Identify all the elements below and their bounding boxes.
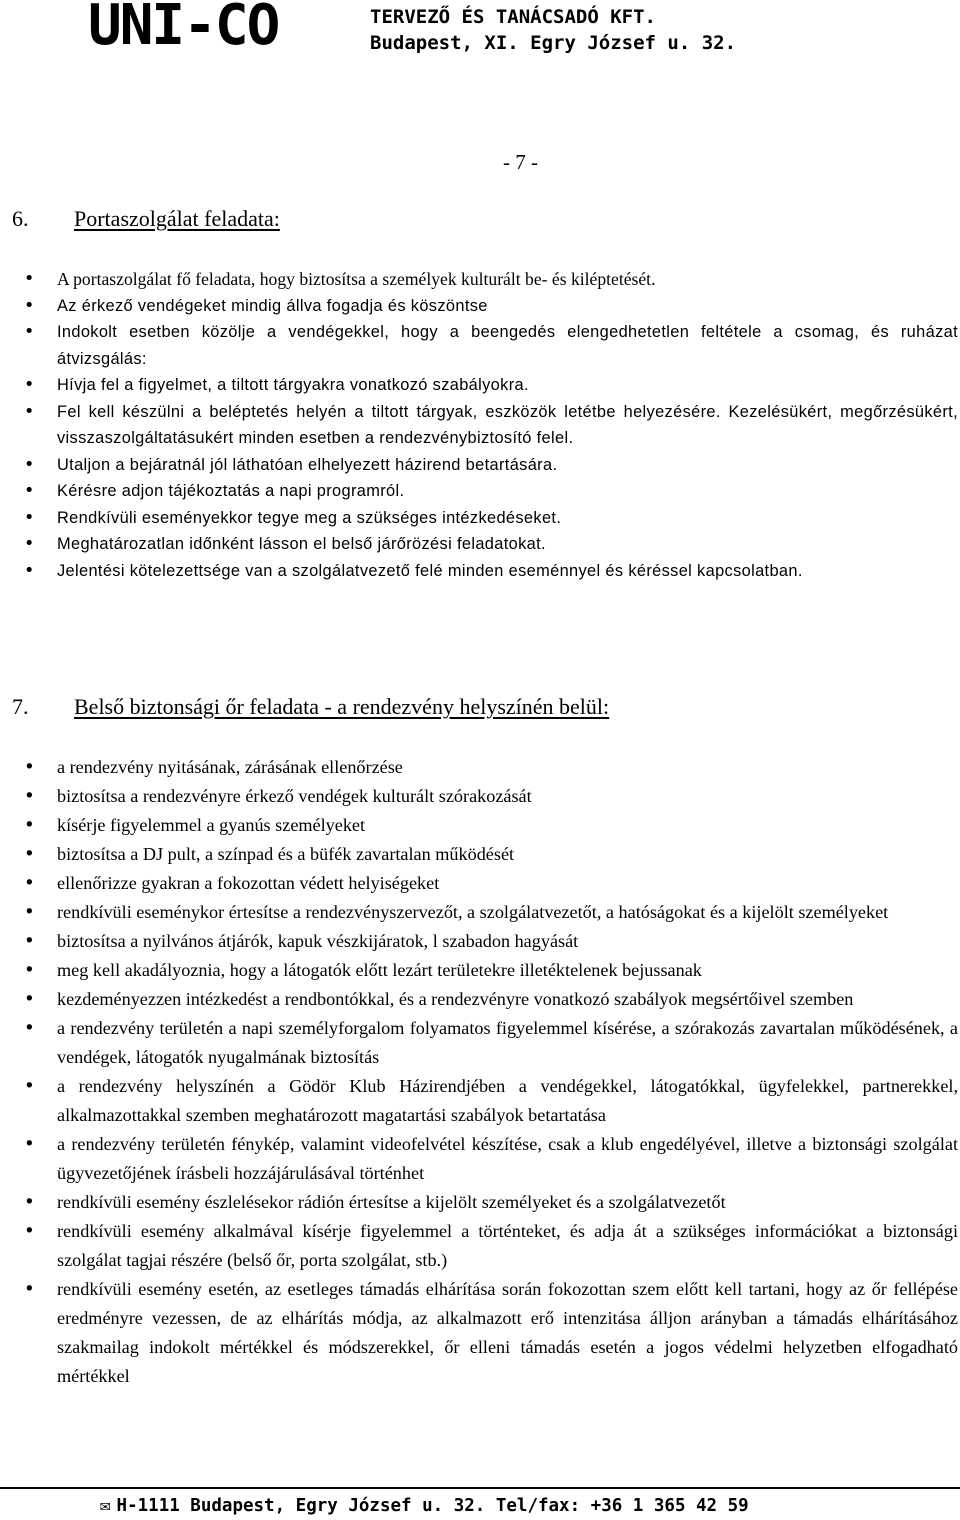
- section-6-list: [24, 266, 958, 584]
- list-item-text: biztosítsa a rendezvényre érkező vendégek kulturált szórakozását: [57, 786, 532, 806]
- bullet-icon: •: [24, 1134, 35, 1155]
- bullet-icon: •: [24, 1076, 35, 1097]
- list-item-text: a rendezvény területén a napi személyforgalom folyamatos figyelemmel kísérése, a szórakozás zavartalan működésének, a vendégek, látogatók nyugalmának biztosítás: [57, 1018, 958, 1067]
- bullet-icon: •: [24, 960, 35, 981]
- section-6-heading: [12, 206, 280, 232]
- bullet-icon: •: [24, 757, 35, 778]
- list-item: [24, 1217, 958, 1275]
- list-item: [24, 811, 958, 840]
- list-item: [24, 869, 958, 898]
- list-item-text: rendkívüli eseménykor értesítse a rendezvényszervezőt, a szolgálatvezetőt, a hatóságokat és a kijelölt személyeket: [57, 902, 889, 922]
- envelope-icon: ✉: [100, 1496, 111, 1516]
- letterhead: [0, 0, 960, 60]
- list-item-text: biztosítsa a DJ pult, a színpad és a büfék zavartalan működését: [57, 844, 515, 864]
- bullet-icon: •: [24, 401, 35, 422]
- section-number: 6.: [12, 206, 29, 231]
- list-item-text: Az érkező vendégeket mindig állva fogadja és köszöntse: [57, 296, 488, 315]
- bullet-icon: •: [24, 481, 35, 501]
- bullet-icon: •: [24, 844, 35, 865]
- list-item-text: Indokolt esetben közölje a vendégekkel, hogy a beengedés elengedhetetlen feltétele a csomag, és ruházat átvizsgálás:: [57, 323, 958, 368]
- list-item-text: meg kell akadályoznia, hogy a látogatók előtt lezárt területekre illetéktelenek bejussanak: [57, 960, 702, 980]
- list-item: [24, 319, 958, 372]
- page-number: - 7 -: [503, 150, 538, 174]
- list-item: [24, 399, 958, 452]
- list-item: [24, 266, 958, 293]
- company-address: Budapest, XI. Egry József u. 32.: [370, 32, 737, 54]
- bullet-icon: •: [24, 322, 35, 342]
- section-7-heading: [12, 694, 609, 720]
- list-item-text: Jelentési kötelezettsége van a szolgálatvezető felé minden eseménnyel és kéréssel kapcsolatban.: [57, 561, 803, 580]
- list-item-text: rendkívüli esemény észlelésekor rádión értesítse a kijelölt személyeket és a szolgálatvezetőt: [57, 1192, 726, 1212]
- bullet-icon: •: [24, 1192, 35, 1213]
- bullet-icon: •: [24, 1018, 35, 1039]
- list-item: [24, 782, 958, 811]
- company-name: TERVEZŐ ÉS TANÁCSADÓ KFT.: [370, 6, 656, 28]
- bullet-icon: •: [24, 815, 35, 836]
- list-item: [24, 956, 958, 985]
- list-item: [24, 1275, 958, 1391]
- list-item-text: a rendezvény területén fénykép, valamint videofelvétel készítése, csak a klub engedélyével, illetve a biztonsági szolgálat ügyvezetőjének írásbeli hozzájárulásával történhet: [57, 1134, 958, 1183]
- list-item: [24, 531, 958, 558]
- list-item-text: ellenőrizze gyakran a fokozottan védett helyiségeket: [57, 873, 440, 893]
- bullet-icon: •: [24, 560, 35, 581]
- bullet-icon: •: [24, 295, 35, 316]
- list-item-text: a rendezvény nyitásának, zárásának ellenőrzése: [57, 757, 403, 777]
- footer: [100, 1494, 749, 1518]
- bullet-icon: •: [24, 902, 35, 923]
- bullet-icon: •: [24, 375, 35, 395]
- list-item-text: kísérje figyelemmel a gyanús személyeket: [57, 815, 366, 835]
- section-title: Portaszolgálat feladata:: [74, 206, 280, 231]
- list-item-text: A portaszolgálat fő feladata, hogy biztosítsa a személyek kulturált be- és kiléptetését.: [57, 269, 656, 289]
- list-item: [24, 1072, 958, 1130]
- bullet-icon: •: [24, 786, 35, 807]
- bullet-icon: •: [24, 1279, 35, 1300]
- company-info: [370, 4, 736, 56]
- list-item-text: Hívja fel a figyelmet, a tiltott tárgyakra vonatkozó szabályokra.: [57, 376, 529, 394]
- list-item: [24, 452, 958, 479]
- company-logo: UNI-CO: [88, 0, 279, 58]
- bullet-icon: •: [24, 507, 35, 528]
- section-number: 7.: [12, 694, 29, 719]
- list-item: [24, 1188, 958, 1217]
- list-item: [24, 840, 958, 869]
- list-item: [24, 927, 958, 956]
- list-item-text: kezdeményezzen intézkedést a rendbontókkal, és a rendezvényre vonatkozó szabályok megsértőivel szemben: [57, 989, 854, 1009]
- list-item: [24, 478, 958, 505]
- list-item: [24, 558, 958, 585]
- list-item-text: Fel kell készülni a beléptetés helyén a tiltott tárgyak, eszközök letétbe helyezésére. Kezelésükért, megőrzésükért, visszaszolgáltatásukért minden esetben a rendezvénybiztosító felel.: [57, 402, 958, 447]
- bullet-icon: •: [24, 931, 35, 952]
- section-7-list: [24, 753, 958, 1391]
- bullet-icon: •: [24, 534, 35, 554]
- list-item-text: rendkívüli esemény esetén, az esetleges támadás elhárítása során fokozottan szem előtt kell tartani, hogy az őr fellépése eredményre vezessen, de az elhárítás módja, az alkalmazott erő intenzitása álljon arányban a támadás elhárításához szakmailag indokolt mértékkel és módszerekkel, őr elleni támadás esetén a jogos védelmi helyzetben elfogadható mértékkel: [57, 1279, 958, 1386]
- list-item-text: Meghatározatlan időnként lásson el belső járőrözési feladatokat.: [57, 535, 546, 553]
- list-item: [24, 505, 958, 532]
- list-item: [24, 753, 958, 782]
- list-item: [24, 898, 958, 927]
- bullet-icon: •: [24, 1221, 35, 1242]
- list-item: [24, 293, 958, 320]
- footer-divider: [0, 1487, 960, 1489]
- list-item: [24, 985, 958, 1014]
- list-item: [24, 372, 958, 399]
- list-item-text: biztosítsa a nyilvános átjárók, kapuk vészkijáratok, l szabadon hagyását: [57, 931, 579, 951]
- bullet-icon: •: [24, 989, 35, 1010]
- section-title: Belső biztonsági őr feladata - a rendezvény helyszínén belül:: [74, 694, 610, 719]
- list-item-text: rendkívüli esemény alkalmával kísérje figyelemmel a történteket, és adja át a szükséges információkat a biztonsági szolgálat tagjai részére (belső őr, porta szolgálat, stb.): [57, 1221, 958, 1270]
- list-item-text: Utaljon a bejáratnál jól láthatóan elhelyezett házirend betartására.: [57, 455, 558, 474]
- list-item: [24, 1014, 958, 1072]
- list-item: [24, 1130, 958, 1188]
- list-item-text: Kérésre adjon tájékoztatás a napi programról.: [57, 482, 405, 500]
- bullet-icon: •: [24, 269, 35, 289]
- footer-address: H-1111 Budapest, Egry József u. 32. Tel/fax: +36 1 365 42 59: [116, 1496, 749, 1516]
- bullet-icon: •: [24, 454, 35, 475]
- bullet-icon: •: [24, 873, 35, 894]
- list-item-text: a rendezvény helyszínén a Gödör Klub Házirendjében a vendégekkel, látogatókkal, ügyfelekkel, partnerekkel, alkalmazottakkal szemben meghatározott magatartási szabályok betartatása: [57, 1076, 958, 1125]
- list-item-text: Rendkívüli eseményekkor tegye meg a szükséges intézkedéseket.: [57, 508, 562, 527]
